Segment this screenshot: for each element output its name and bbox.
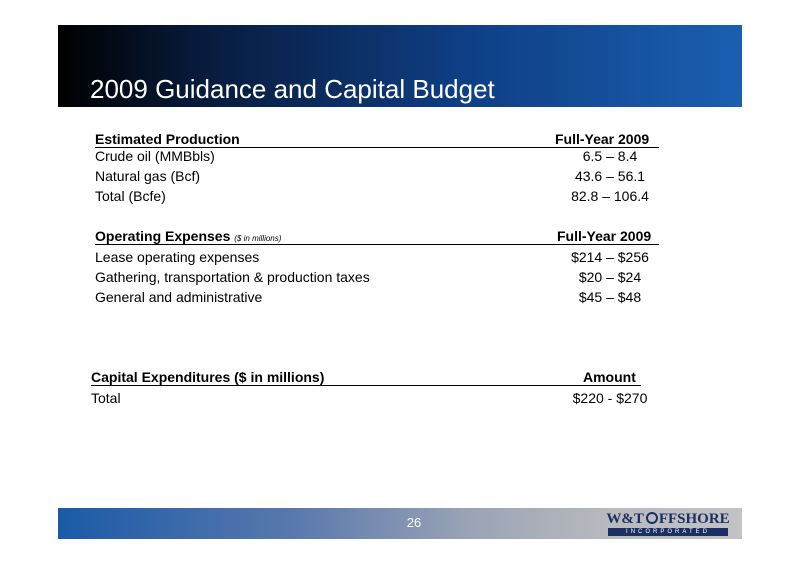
capex-row-value: $220 - $270 xyxy=(572,390,648,406)
capex-header-rule xyxy=(91,385,641,386)
production-header-value: Full-Year 2009 xyxy=(555,131,650,147)
production-row-value: 82.8 – 106.4 xyxy=(571,188,649,204)
production-row-label: Crude oil (MMBbls) xyxy=(95,148,215,164)
opex-header-title: Operating Expenses xyxy=(95,228,231,244)
page-number: 26 xyxy=(406,515,422,530)
opex-row-value: $214 – $256 xyxy=(571,249,649,265)
production-row-value: 43.6 – 56.1 xyxy=(574,168,646,184)
opex-header-note: ($ in millions) xyxy=(234,234,282,243)
footer-bar xyxy=(58,508,742,539)
opex-header-value: Full-Year 2009 xyxy=(557,228,652,244)
opex-row-value: $45 – $48 xyxy=(578,289,642,305)
opex-header-rule xyxy=(95,244,659,245)
title-bar xyxy=(58,25,742,107)
capex-header-label: Capital Expenditures ($ in millions) xyxy=(91,369,325,385)
opex-row-label: Gathering, transportation & production taxes xyxy=(95,269,370,285)
logo-subtitle: INCORPORATED xyxy=(608,528,728,536)
production-row-label: Total (Bcfe) xyxy=(95,188,166,204)
opex-row-value: $20 – $24 xyxy=(578,269,642,285)
production-header-label: Estimated Production xyxy=(95,131,240,147)
production-row-label: Natural gas (Bcf) xyxy=(95,168,201,184)
opex-row-label: Lease operating expenses xyxy=(95,249,260,265)
production-row-value: 6.5 – 8.4 xyxy=(582,148,638,164)
capex-header-value: Amount xyxy=(583,369,636,385)
page-title: 2009 Guidance and Capital Budget xyxy=(90,74,495,104)
capex-row-label: Total xyxy=(91,390,121,406)
opex-row-label: General and administrative xyxy=(95,289,263,305)
logo-o-icon xyxy=(646,512,658,524)
logo-wordmark: W&T FFSHORE xyxy=(606,511,730,527)
company-logo xyxy=(598,511,738,537)
